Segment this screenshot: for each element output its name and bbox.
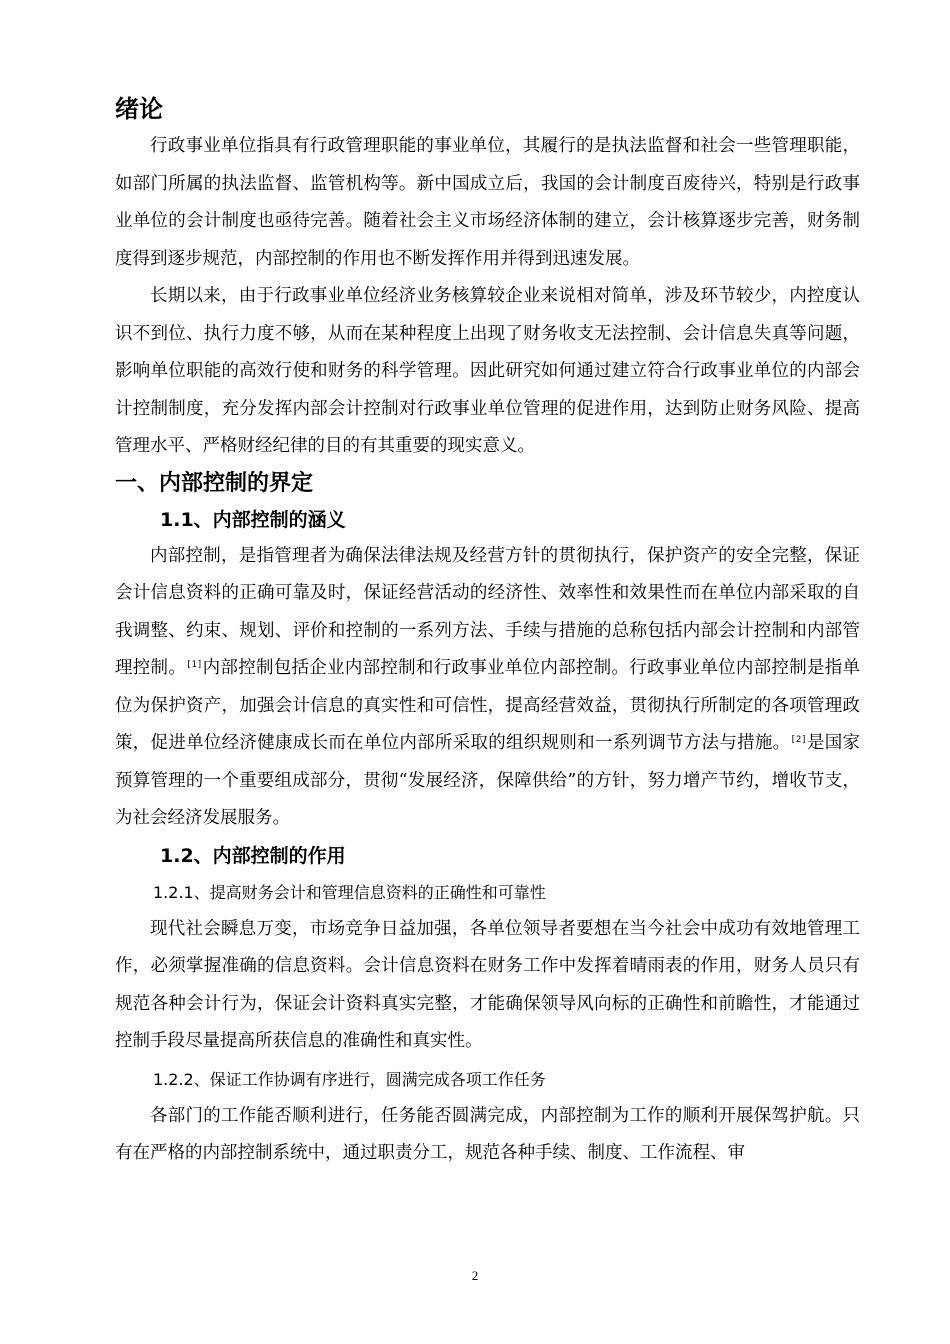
heading-introduction: 绪论 xyxy=(115,95,163,123)
section-1-2-2-heading: 1.2.2、保证工作协调有序进行，圆满完成各项工作任务 xyxy=(153,1069,546,1089)
intro-paragraph-1: 行政事业单位指具有行政管理职能的事业单位，其履行的是执法监督和社会一些管理职能，如部门所属的执法监督、监管机构等。新中国成立后，我国的会计制度百废待兴，特别是行政事业单位的会计制度也亟待完善。随着社会主义市场经济体制的建立，会计核算逐步完善，财务制度得到逐步规范，内部控制的作用也不断发挥作用并得到迅速发展。 xyxy=(115,136,860,269)
section-1-2-heading: 1.2、内部控制的作用 xyxy=(160,844,346,867)
section-1-2-2-paragraph: 各部门的工作能否顺利进行，任务能否圆满完成，内部控制为工作的顺利开展保驾护航。只有在严格的内部控制系统中，通过职责分工，规范各种手续、制度、工作流程、审 xyxy=(115,1105,860,1163)
section-1-1-heading: 1.1、内部控制的涵义 xyxy=(160,508,346,531)
paragraph-text: 内部控制包括企业内部控制和行政事业单位内部控制。行政事业单位内部控制是指单位为保护资产，加强会计信息的真实性和可信性，提高经营效益，贯彻执行所制定的各项管理政策，促进单位经济健康成长而在单位内部所采取的组织规则和一系列调节方法与措施。 xyxy=(115,658,861,753)
paragraph-text: 内部控制，是指管理者为确保法律法规及经营方针的贯彻执行，保护资产的安全完整，保证会计信息资料的正确可靠及时，保证经营活动的经济性、效率性和效果性而在单位内部采取的自我调整、约束、规划、评价和控制的一系列方法、手续与措施的总称包括内部会计控制和内部管理控制。 xyxy=(115,545,860,678)
section-1-2-1-paragraph: 现代社会瞬息万变，市场竞争日益加强，各单位领导者要想在当今社会中成功有效地管理工作，必须掌握准确的信息资料。会计信息资料在财务工作中发挥着晴雨表的作用，财务人员只有规范各种会计行为，保证会计资料真实完整，才能确保领导风向标的正确性和前瞻性，才能通过控制手段尽量提高所获信息的准确性和真实性。 xyxy=(115,918,860,1051)
section-1-1-paragraph xyxy=(115,538,860,838)
section-1-heading: 一、内部控制的界定 xyxy=(115,470,314,496)
page-number: 2 xyxy=(471,1268,479,1283)
section-1-2-1-heading: 1.2.1、提高财务会计和管理信息资料的正确性和可靠性 xyxy=(153,882,546,902)
page-body xyxy=(115,90,860,1173)
intro-paragraph-2: 长期以来，由于行政事业单位经济业务核算较企业来说相对简单，涉及环节较少，内控度认识不到位、执行力度不够，从而在某种程度上出现了财务收支无法控制、会计信息失真等问题，影响单位职能的高效行使和财务的科学管理。因此研究如何通过建立符合行政事业单位的内部会计控制制度，充分发挥内部会计控制对行政事业单位管理的促进作用，达到防止财务风险、提高管理水平、严格财经纪律的目的有其重要的现实意义。 xyxy=(115,286,860,456)
citation-1: [1] xyxy=(186,660,203,670)
paragraph-text: 是国家预算管理的一个重要组成部分，贯彻“发展经济，保障供给”的方针，努力增产节约，增收节支，为社会经济发展服务。 xyxy=(115,733,861,828)
citation-2: [2] xyxy=(790,735,807,745)
